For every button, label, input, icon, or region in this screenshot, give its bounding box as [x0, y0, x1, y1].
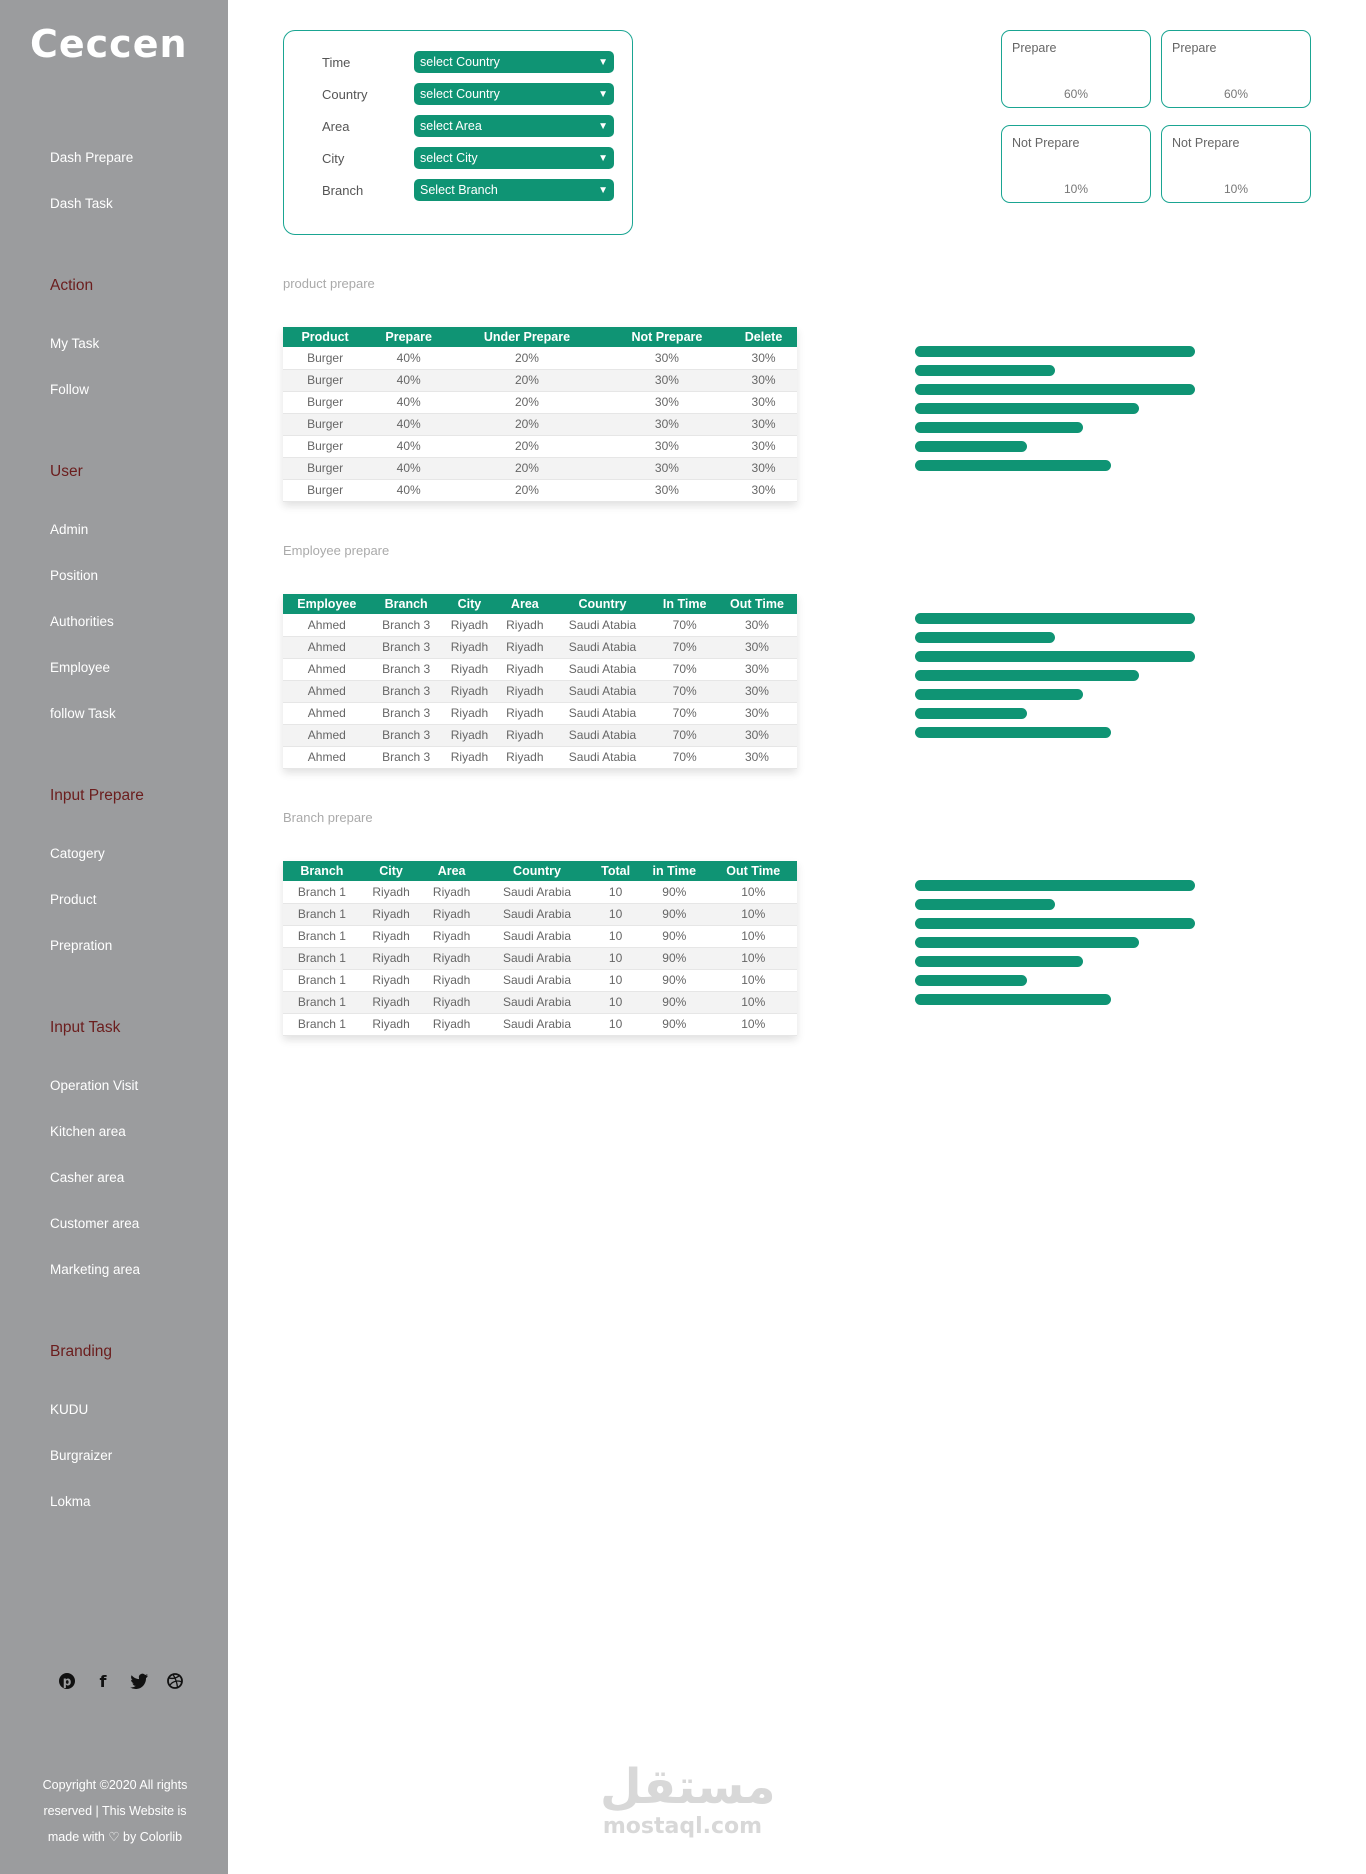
column-header[interactable]: Not Prepare	[604, 327, 730, 347]
table-row[interactable]	[283, 746, 797, 768]
table-row[interactable]	[283, 457, 797, 479]
section-title-product-prepare: product prepare	[283, 276, 375, 291]
table-cell: 20%	[450, 457, 604, 479]
table-cell: 40%	[367, 347, 450, 369]
section-title-employee-prepare: Employee prepare	[283, 543, 390, 558]
progress-bar	[915, 918, 1195, 929]
table-row[interactable]	[283, 413, 797, 435]
sidebar-item-my-task[interactable]: My Task	[50, 336, 100, 351]
sidebar-item-lokma[interactable]: Lokma	[50, 1494, 91, 1509]
table-cell: Saudi Arabia	[482, 947, 592, 969]
svg-text:p: p	[62, 1674, 72, 1689]
sidebar-item-kitchen-area[interactable]: Kitchen area	[50, 1124, 126, 1139]
stat-card-not-prepare-2	[1161, 125, 1311, 203]
facebook-icon[interactable]	[92, 1670, 114, 1692]
filter-label-city: City	[322, 150, 345, 166]
table-cell: 30%	[604, 457, 730, 479]
table-cell: Ahmed	[283, 746, 371, 768]
table-cell: 30%	[730, 369, 797, 391]
progress-bar	[915, 727, 1111, 738]
country-select-value: select Country	[420, 87, 500, 101]
table-cell: 10	[592, 1013, 639, 1035]
chevron-down-icon: ▼	[598, 56, 608, 68]
watermark-latin: mostaql.com	[602, 1814, 763, 1839]
table-cell: Riyadh	[361, 969, 422, 991]
table-row[interactable]	[283, 702, 797, 724]
table-row[interactable]	[283, 903, 797, 925]
product-prepare-bars	[915, 346, 1195, 479]
table-row[interactable]	[283, 947, 797, 969]
table-cell: Ahmed	[283, 724, 371, 746]
table-cell: 30%	[717, 680, 797, 702]
twitter-icon[interactable]	[128, 1670, 150, 1692]
table-cell: Riyadh	[421, 925, 482, 947]
progress-bar	[915, 689, 1083, 700]
progress-bar	[915, 403, 1139, 414]
table-cell: 30%	[604, 347, 730, 369]
svg-text:f: f	[99, 1672, 107, 1690]
table-cell: 20%	[450, 479, 604, 501]
column-header[interactable]: Branch	[283, 861, 361, 881]
sidebar-item-operation-visit[interactable]: Operation Visit	[50, 1078, 139, 1093]
progress-bar	[915, 460, 1111, 471]
table-cell: Saudi Arabia	[482, 925, 592, 947]
table-cell: 40%	[367, 479, 450, 501]
table-cell: Riyadh	[442, 746, 497, 768]
table-cell: Branch 1	[283, 881, 361, 903]
dribbble-icon[interactable]	[164, 1670, 186, 1692]
table-cell: 10%	[710, 881, 797, 903]
branch-select-value: Select Branch	[420, 183, 498, 197]
table-cell: 40%	[367, 391, 450, 413]
table-cell: 70%	[652, 724, 717, 746]
table-cell: 40%	[367, 413, 450, 435]
column-header[interactable]: City	[442, 594, 497, 614]
table-cell: Branch 3	[371, 658, 442, 680]
table-cell: 40%	[367, 435, 450, 457]
chevron-down-icon: ▼	[598, 88, 608, 100]
sidebar-heading-user: User	[50, 463, 83, 480]
table-cell: Burger	[283, 479, 367, 501]
section-title-branch-prepare: Branch prepare	[283, 810, 373, 825]
table-cell: 90%	[639, 903, 710, 925]
table-cell: 20%	[450, 347, 604, 369]
filter-row-area	[322, 115, 614, 137]
table-cell: Ahmed	[283, 680, 371, 702]
table-cell: Burger	[283, 391, 367, 413]
pinterest-icon[interactable]	[56, 1670, 78, 1692]
table-cell: Riyadh	[361, 881, 422, 903]
table-row[interactable]	[283, 658, 797, 680]
progress-bar	[915, 880, 1195, 891]
column-header[interactable]: Branch	[371, 594, 442, 614]
table-cell: Branch 1	[283, 925, 361, 947]
table-cell: Saudi Atabia	[553, 614, 653, 636]
table-cell: 10	[592, 881, 639, 903]
table-row[interactable]	[283, 636, 797, 658]
column-header[interactable]: Area	[497, 594, 552, 614]
table-cell: 10%	[710, 969, 797, 991]
table-row[interactable]	[283, 1013, 797, 1035]
table-cell: 30%	[604, 435, 730, 457]
table-cell: Riyadh	[442, 614, 497, 636]
table-cell: 30%	[730, 435, 797, 457]
column-header[interactable]: Area	[421, 861, 482, 881]
filter-panel	[283, 30, 633, 235]
sidebar-item-dash-task[interactable]: Dash Task	[50, 196, 113, 211]
progress-bar	[915, 632, 1055, 643]
table-row[interactable]	[283, 680, 797, 702]
copyright-line-3	[20, 1824, 210, 1850]
table-cell: Branch 1	[283, 903, 361, 925]
table-cell: Riyadh	[361, 1013, 422, 1035]
table-cell: Riyadh	[497, 680, 552, 702]
table-cell: 70%	[652, 680, 717, 702]
stat-label: Prepare	[1172, 41, 1217, 55]
table-cell: Saudi Arabia	[482, 991, 592, 1013]
table-cell: Riyadh	[361, 991, 422, 1013]
table-cell: 30%	[717, 636, 797, 658]
employee-prepare-bars	[915, 613, 1195, 746]
table-cell: Saudi Atabia	[553, 658, 653, 680]
stat-label: Prepare	[1012, 41, 1057, 55]
table-cell: 30%	[604, 413, 730, 435]
table-cell: Riyadh	[442, 724, 497, 746]
area-select-value: select Area	[420, 119, 482, 133]
table-cell: Burger	[283, 413, 367, 435]
table-cell: Saudi Atabia	[553, 746, 653, 768]
table-cell: Saudi Atabia	[553, 702, 653, 724]
branch-select[interactable]	[414, 179, 614, 201]
table-cell: Riyadh	[497, 702, 552, 724]
table-cell: 30%	[717, 724, 797, 746]
progress-bar	[915, 994, 1111, 1005]
table-cell: Branch 1	[283, 1013, 361, 1035]
sidebar-item-casher-area[interactable]: Casher area	[50, 1170, 125, 1185]
table-cell: Branch 1	[283, 947, 361, 969]
filter-row-city	[322, 147, 614, 169]
table-cell: Riyadh	[442, 658, 497, 680]
table-row[interactable]	[283, 991, 797, 1013]
sidebar-item-employee[interactable]: Employee	[50, 660, 111, 675]
progress-bar	[915, 422, 1083, 433]
sidebar-item-catogery[interactable]: Catogery	[50, 846, 105, 861]
column-header[interactable]: Under Prepare	[450, 327, 604, 347]
table-cell: Riyadh	[442, 680, 497, 702]
table-cell: Riyadh	[421, 881, 482, 903]
sidebar-heading-branding: Branding	[50, 1343, 113, 1360]
stat-card-prepare-2	[1161, 30, 1311, 108]
chevron-down-icon: ▼	[598, 184, 608, 196]
copyright-line-1: Copyright ©2020 All rights	[42, 1778, 188, 1792]
table-cell: 10	[592, 903, 639, 925]
social-links	[56, 1670, 186, 1692]
branch-prepare-table	[283, 861, 797, 1036]
table-cell: 30%	[717, 614, 797, 636]
column-header[interactable]: Country	[482, 861, 592, 881]
table-cell: 70%	[652, 702, 717, 724]
table-row[interactable]	[283, 369, 797, 391]
column-header[interactable]: Employee	[283, 594, 371, 614]
sidebar-heading-action: Action	[50, 277, 94, 294]
table-cell: Saudi Arabia	[482, 881, 592, 903]
table-cell: Riyadh	[497, 724, 552, 746]
table-cell: Riyadh	[421, 903, 482, 925]
table-row[interactable]	[283, 969, 797, 991]
table-cell: Burger	[283, 435, 367, 457]
progress-bar	[915, 651, 1195, 662]
stat-value: 10%	[1223, 182, 1249, 196]
table-cell: 20%	[450, 391, 604, 413]
area-select[interactable]	[414, 115, 614, 137]
table-cell: Burger	[283, 457, 367, 479]
copyright	[20, 1772, 210, 1850]
table-cell: 30%	[604, 369, 730, 391]
table-cell: Branch 3	[371, 614, 442, 636]
sidebar-item-prepration[interactable]: Prepration	[50, 938, 113, 953]
table-cell: 30%	[730, 457, 797, 479]
table-cell: Riyadh	[361, 903, 422, 925]
filter-row-branch	[322, 179, 614, 201]
table-cell: Saudi Atabia	[553, 680, 653, 702]
table-cell: 90%	[639, 947, 710, 969]
table-cell: Riyadh	[497, 746, 552, 768]
sidebar-item-burgraizer[interactable]: Burgraizer	[50, 1448, 113, 1463]
table-cell: 70%	[652, 658, 717, 680]
sidebar-item-authorities[interactable]: Authorities	[50, 614, 114, 629]
time-select[interactable]	[414, 51, 614, 73]
stat-label: Not Prepare	[1172, 136, 1240, 150]
table-row[interactable]	[283, 724, 797, 746]
sidebar-item-marketing-area[interactable]: Marketing area	[50, 1262, 141, 1277]
table-row[interactable]	[283, 347, 797, 369]
table-cell: Saudi Arabia	[482, 903, 592, 925]
sidebar-item-admin[interactable]: Admin	[50, 522, 89, 537]
sidebar-heading-input-prepare: Input Prepare	[50, 787, 144, 804]
table-cell: Saudi Arabia	[482, 969, 592, 991]
table-cell: Riyadh	[421, 947, 482, 969]
table-cell: Ahmed	[283, 614, 371, 636]
table-cell: Branch 1	[283, 969, 361, 991]
table-cell: 40%	[367, 369, 450, 391]
table-cell: 10%	[710, 903, 797, 925]
employee-prepare-table	[283, 594, 797, 769]
table-cell: Branch 3	[371, 680, 442, 702]
table-cell: Branch 3	[371, 746, 442, 768]
country-select[interactable]	[414, 83, 614, 105]
table-cell: Branch 3	[371, 636, 442, 658]
table-cell: 10	[592, 991, 639, 1013]
table-row[interactable]	[283, 479, 797, 501]
table-cell: 90%	[639, 969, 710, 991]
progress-bar	[915, 365, 1055, 376]
table-cell: 10	[592, 947, 639, 969]
column-header[interactable]: Out Time	[710, 861, 797, 881]
sidebar-item-follow[interactable]: Follow	[50, 382, 90, 397]
table-cell: 30%	[730, 347, 797, 369]
chevron-down-icon: ▼	[598, 120, 608, 132]
heart-icon: ♡	[108, 1830, 120, 1844]
progress-bar	[915, 975, 1027, 986]
filter-row-country	[322, 83, 614, 105]
table-cell: 90%	[639, 881, 710, 903]
table-cell: 30%	[717, 746, 797, 768]
watermark-arabic: مستقل	[600, 1759, 776, 1815]
stat-value: 10%	[1063, 182, 1089, 196]
column-header[interactable]: In Time	[652, 594, 717, 614]
table-cell: Riyadh	[497, 658, 552, 680]
table-cell: Riyadh	[361, 925, 422, 947]
stat-value: 60%	[1063, 87, 1089, 101]
city-select[interactable]	[414, 147, 614, 169]
table-cell: 70%	[652, 636, 717, 658]
table-cell: 30%	[730, 413, 797, 435]
table-cell: 30%	[730, 479, 797, 501]
table-cell: 30%	[604, 391, 730, 413]
table-cell: Riyadh	[421, 1013, 482, 1035]
table-cell: Ahmed	[283, 636, 371, 658]
progress-bar	[915, 956, 1083, 967]
table-cell: Burger	[283, 347, 367, 369]
column-header[interactable]: Product	[283, 327, 367, 347]
table-cell: Riyadh	[421, 969, 482, 991]
table-cell: Riyadh	[421, 991, 482, 1013]
column-header[interactable]: Delete	[730, 327, 797, 347]
table-cell: 20%	[450, 413, 604, 435]
branch-prepare-bars	[915, 880, 1195, 1013]
city-select-value: select City	[420, 151, 478, 165]
brand-logo[interactable]: Ceccen	[30, 22, 188, 66]
table-cell: Branch 1	[283, 991, 361, 1013]
table-row[interactable]	[283, 435, 797, 457]
table-cell: 70%	[652, 746, 717, 768]
table-cell: Saudi Arabia	[482, 1013, 592, 1035]
sidebar-item-kudu[interactable]: KUDU	[50, 1402, 89, 1417]
sidebar-item-product[interactable]: Product	[50, 892, 97, 907]
table-cell: Saudi Atabia	[553, 724, 653, 746]
progress-bar	[915, 670, 1139, 681]
progress-bar	[915, 899, 1055, 910]
table-cell: 30%	[717, 658, 797, 680]
table-cell: 90%	[639, 1013, 710, 1035]
sidebar-item-position[interactable]: Position	[50, 568, 99, 583]
column-header[interactable]: City	[361, 861, 422, 881]
filter-label-country: Country	[322, 86, 368, 102]
column-header[interactable]: Out Time	[717, 594, 797, 614]
copyright-by-colorlib[interactable]: by Colorlib	[123, 1830, 183, 1844]
table-cell: 40%	[367, 457, 450, 479]
stat-card-prepare-1	[1001, 30, 1151, 108]
table-cell: Riyadh	[497, 614, 552, 636]
copyright-line-2: reserved | This Website is	[43, 1804, 187, 1818]
table-cell: Saudi Atabia	[553, 636, 653, 658]
table-cell: Riyadh	[442, 636, 497, 658]
chevron-down-icon: ▼	[598, 152, 608, 164]
progress-bar	[915, 613, 1195, 624]
table-cell: 30%	[604, 479, 730, 501]
table-cell: 10%	[710, 925, 797, 947]
table-cell: 20%	[450, 435, 604, 457]
table-cell: Ahmed	[283, 658, 371, 680]
table-cell: 70%	[652, 614, 717, 636]
progress-bar	[915, 708, 1027, 719]
table-cell: 10%	[710, 991, 797, 1013]
stat-label: Not Prepare	[1012, 136, 1080, 150]
table-cell: 90%	[639, 991, 710, 1013]
filter-label-time: Time	[322, 54, 351, 70]
progress-bar	[915, 441, 1027, 452]
filter-label-branch: Branch	[322, 182, 364, 198]
table-cell: 10%	[710, 947, 797, 969]
table-cell: Riyadh	[497, 636, 552, 658]
column-header[interactable]: Total	[592, 861, 639, 881]
table-cell: 10	[592, 925, 639, 947]
table-cell: Burger	[283, 369, 367, 391]
progress-bar	[915, 346, 1195, 357]
stat-card-not-prepare-1	[1001, 125, 1151, 203]
column-header[interactable]: in Time	[639, 861, 710, 881]
table-cell: Ahmed	[283, 702, 371, 724]
time-select-value: select Country	[420, 55, 500, 69]
column-header[interactable]: Prepare	[367, 327, 450, 347]
sidebar-item-dash-prepare[interactable]: Dash Prepare	[50, 150, 134, 165]
table-cell: Riyadh	[361, 947, 422, 969]
sidebar-heading-input-task: Input Task	[50, 1019, 121, 1036]
mostaql-watermark	[600, 1759, 776, 1839]
filter-label-area: Area	[322, 118, 350, 134]
table-cell: 90%	[639, 925, 710, 947]
table-row[interactable]	[283, 391, 797, 413]
progress-bar	[915, 384, 1195, 395]
table-cell: 30%	[730, 391, 797, 413]
column-header[interactable]: Country	[553, 594, 653, 614]
filter-row-time	[322, 51, 614, 73]
table-row[interactable]	[283, 614, 797, 636]
stat-value: 60%	[1223, 87, 1249, 101]
table-row[interactable]	[283, 925, 797, 947]
table-cell: Riyadh	[442, 702, 497, 724]
table-cell: Branch 3	[371, 724, 442, 746]
table-cell: 20%	[450, 369, 604, 391]
table-cell: 10%	[710, 1013, 797, 1035]
product-prepare-table	[283, 327, 797, 502]
copyright-made-with: made with	[47, 1830, 105, 1844]
table-cell: Branch 3	[371, 702, 442, 724]
table-row[interactable]	[283, 881, 797, 903]
sidebar	[0, 0, 228, 1874]
progress-bar	[915, 937, 1139, 948]
sidebar-item-follow-task[interactable]: follow Task	[50, 706, 116, 721]
table-cell: 30%	[717, 702, 797, 724]
table-cell: 10	[592, 969, 639, 991]
sidebar-item-customer-area[interactable]: Customer area	[50, 1216, 140, 1231]
